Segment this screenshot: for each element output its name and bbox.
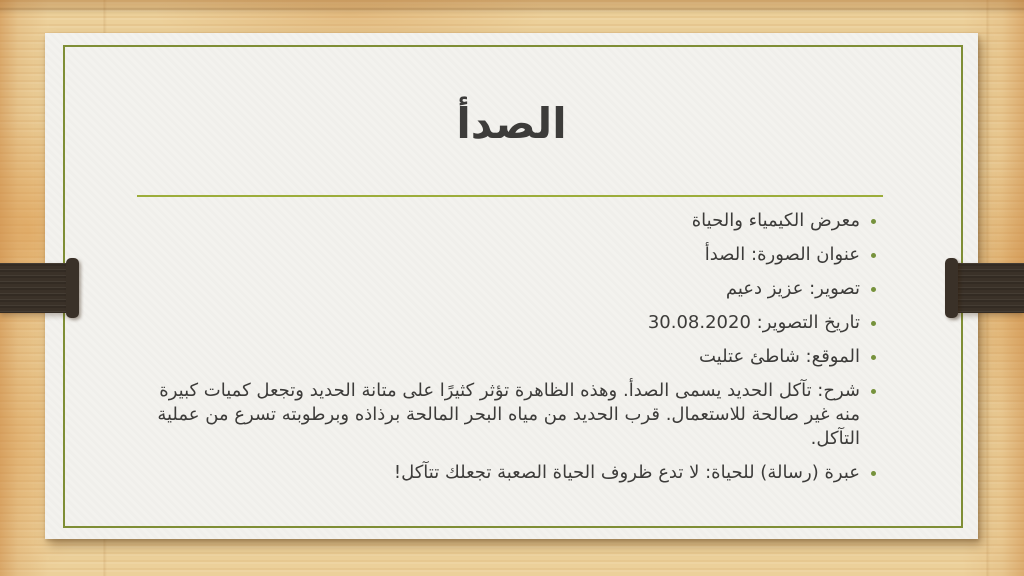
slide-title: الصدأ (456, 99, 567, 148)
slide (45, 33, 978, 539)
title-separator-line (137, 195, 883, 197)
bullet-item: • عبرة (رسالة) للحياة: لا تدع ظروف الحياة الصعبة تجعلك تتآكل! (157, 461, 860, 485)
left-clip-cap (66, 258, 79, 318)
bullet-list (157, 209, 882, 495)
right-clip-cap (945, 258, 958, 318)
bullet-item: • تصوير: عزيز دعيم (157, 277, 860, 301)
bullet-item: • الموقع: شاطئ عتليت (157, 345, 860, 369)
left-clip-bar (0, 263, 70, 313)
right-clip-bar (952, 263, 1024, 313)
bullet-item: • تاريخ التصوير: 30.08.2020 (157, 311, 860, 335)
bullet-item: • معرض الكيمياء والحياة (157, 209, 860, 233)
bullet-item: • شرح: تآكل الحديد يسمى الصدأ. وهذه الظاهرة تؤثر كثيرًا على متانة الحديد وتجعل كميات كبيرة منه غير صالحة للاستعمال. قرب الحديد من مياه البحر المالحة برذاذه وبرطوبته تسرع من عملية التآكل. (157, 379, 860, 451)
bullet-item: • عنوان الصورة: الصدأ (157, 243, 860, 267)
